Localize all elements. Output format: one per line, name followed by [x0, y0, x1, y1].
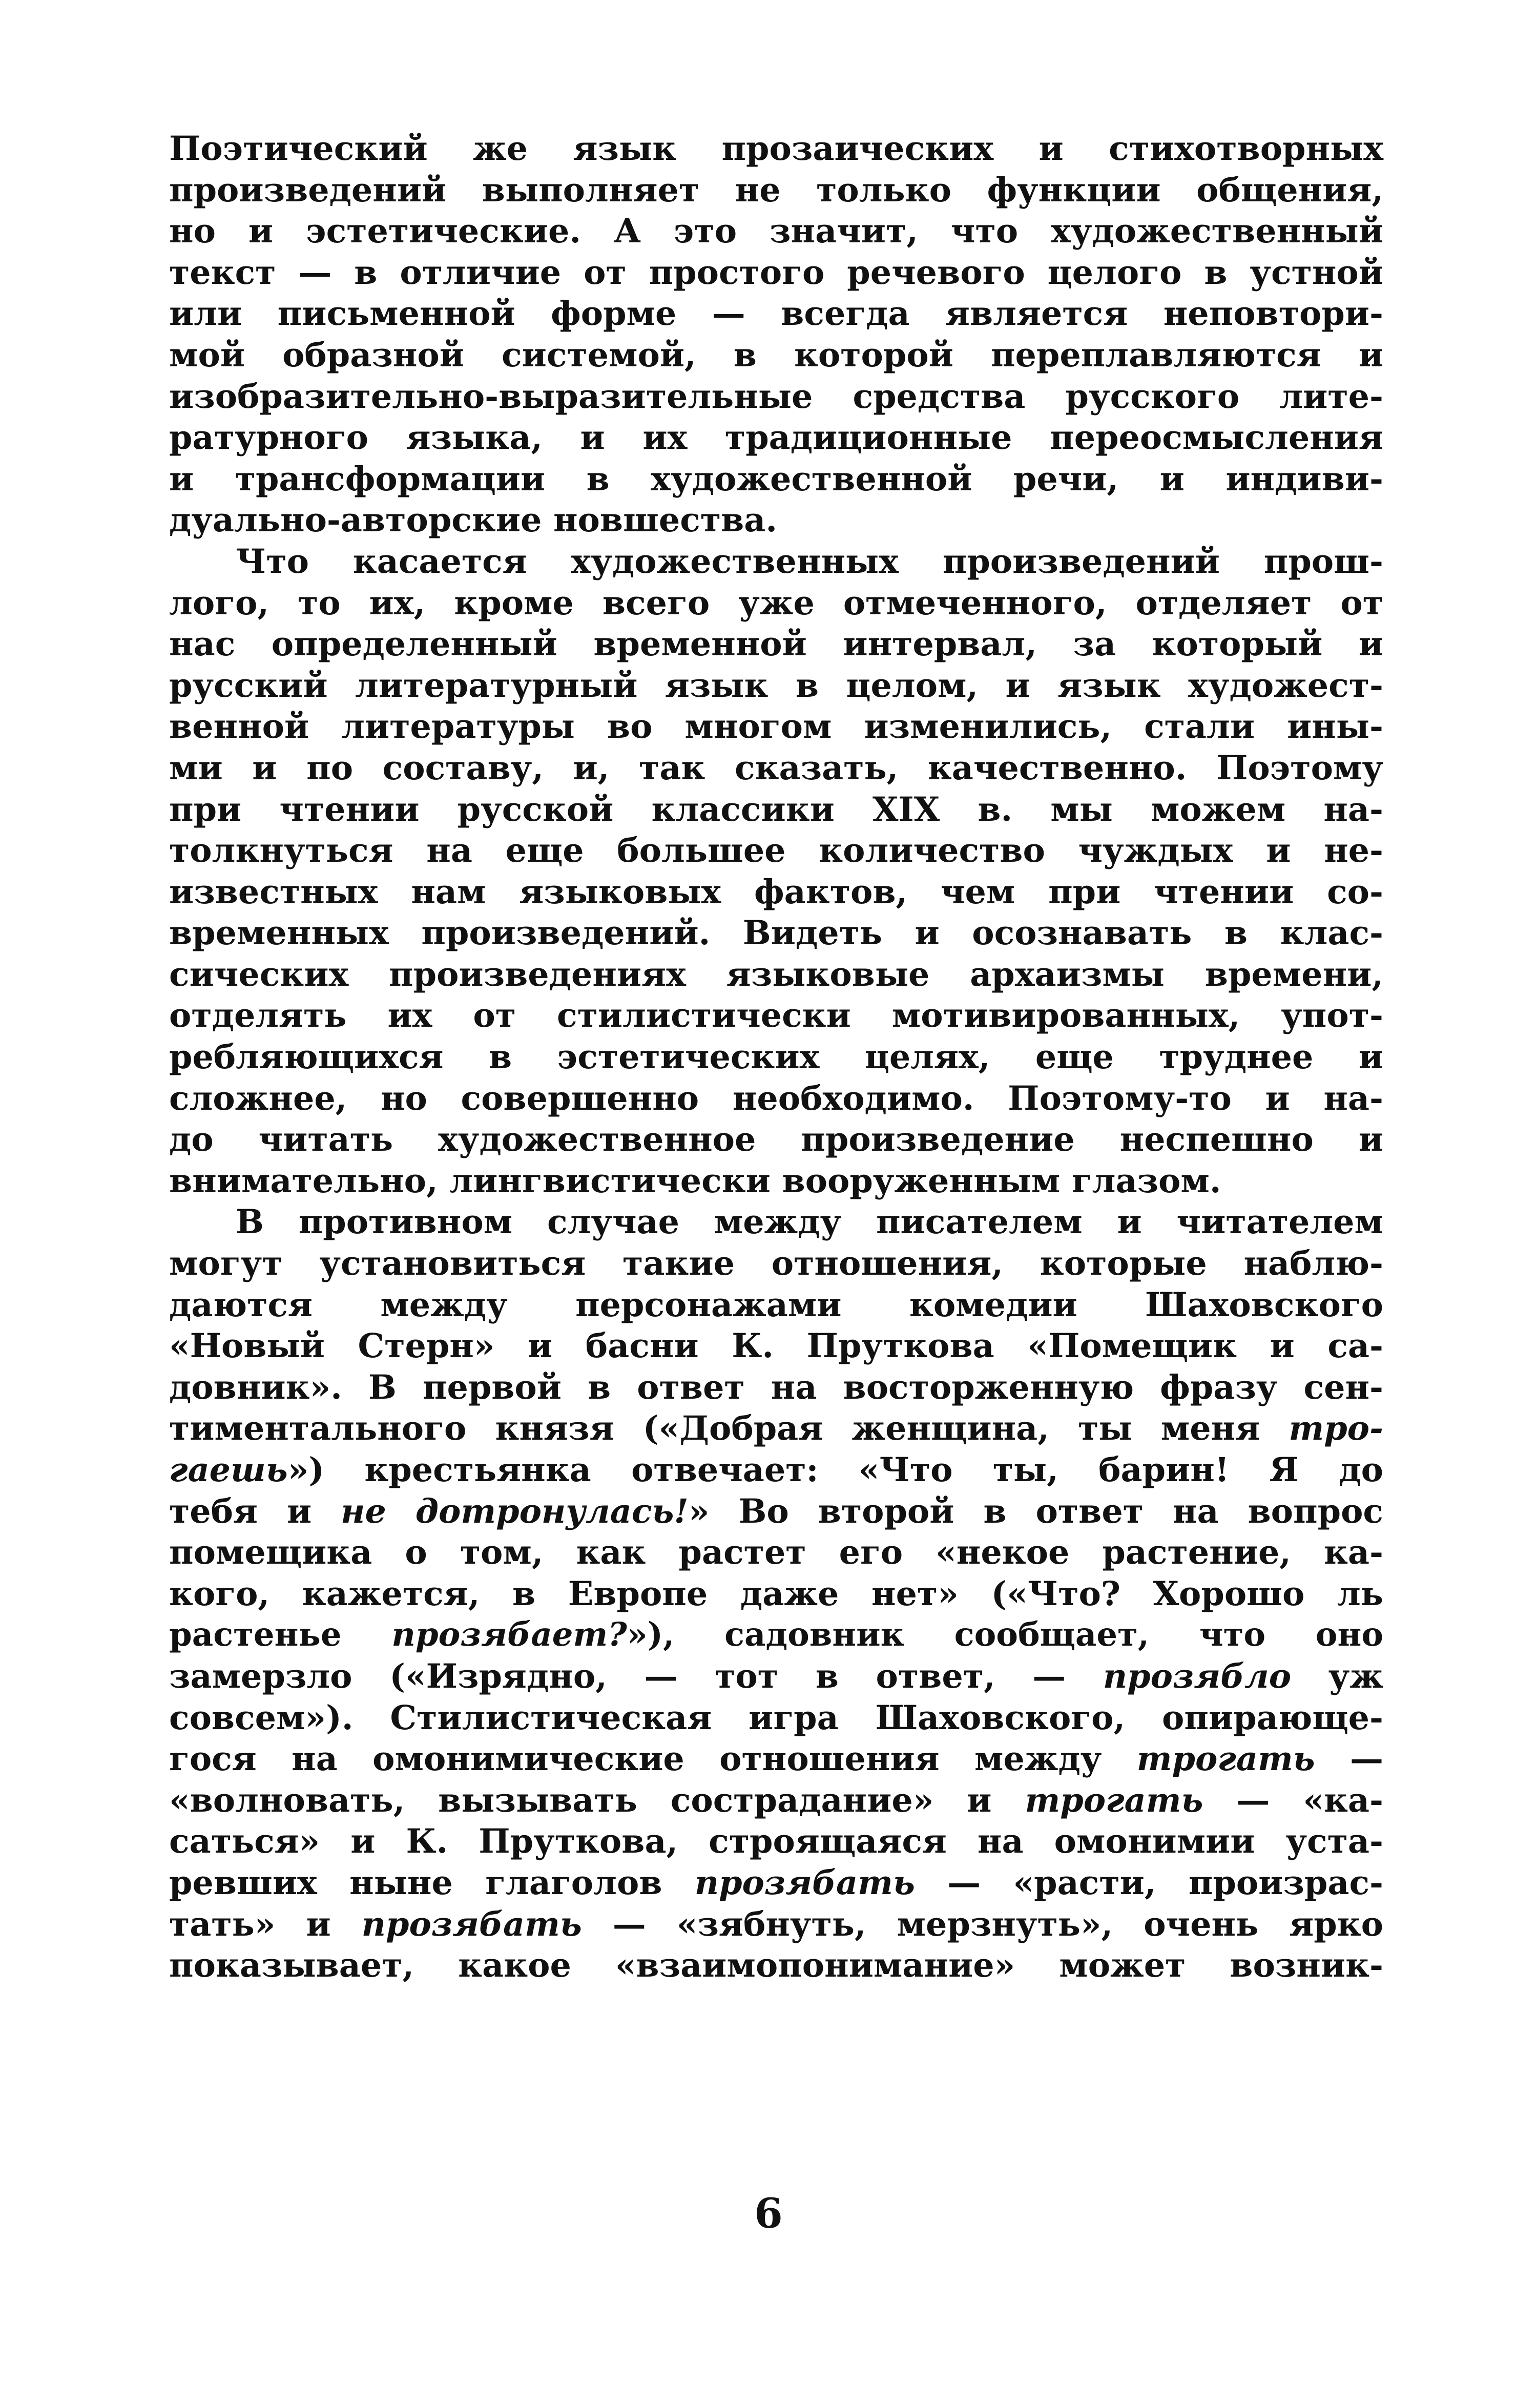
- text-segment: —: [1315, 1739, 1383, 1779]
- text-segment: при чтении русской классики XIX в. мы можем на-: [169, 790, 1383, 829]
- text-line: [169, 706, 1383, 748]
- text-line: [169, 376, 1383, 418]
- text-line: [169, 1367, 1383, 1408]
- text-line: [169, 1119, 1383, 1160]
- text-line: [169, 1325, 1383, 1367]
- text-segment: » Во второй в ответ на вопрос: [688, 1491, 1383, 1531]
- text-segment: внимательно, лингвистически вооруженным глазом.: [169, 1161, 1221, 1200]
- text-line: [169, 912, 1383, 954]
- text-segment: довник». В первой в ответ на восторженную фразу сен-: [169, 1367, 1383, 1407]
- text-segment: толкнуться на еще большее количество чуждых и не-: [169, 831, 1383, 870]
- text-segment: изобразительно-выразительные средства русского лите-: [169, 377, 1383, 416]
- text-line: [169, 1573, 1383, 1615]
- paragraph: [169, 1201, 1383, 1986]
- text-segment: »), садовник сообщает, что оно: [627, 1615, 1383, 1654]
- text-segment: произведений выполняет не только функции общения,: [169, 170, 1383, 210]
- text-segment: даются между персонажами комедии Шаховского: [169, 1285, 1383, 1324]
- text-line: [169, 1614, 1383, 1656]
- italic-text: прозябать: [361, 1904, 582, 1944]
- paragraph: [169, 128, 1383, 541]
- text-segment: совсем»). Стилистическая игра Шаховского, опирающе-: [169, 1698, 1383, 1737]
- text-line: [169, 624, 1383, 665]
- text-line: [169, 583, 1383, 624]
- text-segment: саться» и К. Пруткова, строящаяся на омонимии уста-: [169, 1822, 1383, 1861]
- text-segment: нас определенный временной интервал, за который и: [169, 625, 1383, 664]
- paragraph: [169, 541, 1383, 1202]
- text-segment: Что касается художественных произведений прош-: [236, 542, 1383, 581]
- italic-text: трогать: [1025, 1780, 1203, 1820]
- text-segment: ») крестьянка отвечает: «Что ты, барин! Я до: [287, 1450, 1383, 1489]
- text-segment: показывает, какое «взаимопонимание» может возник-: [169, 1946, 1383, 1985]
- text-segment: В противном случае между писателем и читателем: [236, 1202, 1383, 1242]
- text-line: [169, 1160, 1383, 1202]
- text-segment: до читать художественное произведение неспешно и: [169, 1120, 1383, 1159]
- text-segment: ребляющихся в эстетических целях, еще труднее и: [169, 1037, 1383, 1077]
- text-line: [169, 1697, 1383, 1739]
- text-segment: русский литературный язык в целом, и язык художест-: [169, 666, 1383, 705]
- italic-text: прозябать: [694, 1863, 915, 1902]
- italic-text: трогать: [1136, 1739, 1315, 1779]
- text-segment: и трансформации в художественной речи, и индиви-: [169, 459, 1383, 499]
- text-segment: ми и по составу, и, так сказать, качественно. Поэтому: [169, 748, 1383, 787]
- text-segment: замерзло («Изрядно, — тот в ответ, —: [169, 1656, 1103, 1696]
- text-segment: кого, кажется, в Европе даже нет» («Что? Хорошо ль: [169, 1574, 1383, 1613]
- text-segment: текст — в отличие от простого речевого целого в устной: [169, 253, 1383, 292]
- text-line: [169, 1491, 1383, 1532]
- text-line: [169, 1862, 1383, 1904]
- text-line: [169, 665, 1383, 707]
- text-line: [169, 293, 1383, 335]
- italic-text: тро-: [1289, 1409, 1383, 1448]
- text-segment: Поэтический же язык прозаических и стихотворных: [169, 129, 1383, 168]
- italic-text: гаешь: [169, 1450, 288, 1489]
- text-line: [169, 335, 1383, 376]
- text-line: [169, 1036, 1383, 1078]
- text-segment: венной литературы во многом изменились, стали ины-: [169, 707, 1383, 746]
- text-segment: лого, то их, кроме всего уже отмеченного, отделяет от: [169, 583, 1383, 622]
- text-segment: ревших ныне глаголов: [169, 1863, 695, 1902]
- text-segment: дуально-авторские новшества.: [169, 501, 778, 540]
- text-segment: тиментального князя («Добрая женщина, ты меня: [169, 1409, 1289, 1448]
- text-line: [169, 995, 1383, 1036]
- italic-text: не дотронулась!: [341, 1491, 689, 1531]
- text-line: [169, 1945, 1383, 1986]
- text-line: [169, 211, 1383, 252]
- text-segment: тебя и: [169, 1491, 341, 1531]
- text-line: [169, 1449, 1383, 1491]
- text-line: [169, 1201, 1383, 1243]
- text-segment: могут установиться такие отношения, которые наблю-: [169, 1244, 1383, 1283]
- text-segment: сических произведениях языковые архаизмы времени,: [169, 954, 1383, 994]
- text-segment: сложнее, но совершенно необходимо. Поэтому-то и на-: [169, 1078, 1383, 1118]
- text-segment: гося на омонимические отношения между: [169, 1739, 1137, 1779]
- text-line: [169, 1243, 1383, 1284]
- text-line: [169, 1821, 1383, 1862]
- text-line: [169, 871, 1383, 913]
- text-segment: уж: [1291, 1656, 1383, 1696]
- text-line: [169, 1738, 1383, 1780]
- text-line: [169, 830, 1383, 871]
- page-number: 6: [754, 2189, 783, 2237]
- text-segment: растенье: [169, 1615, 392, 1654]
- text-line: [169, 500, 1383, 541]
- italic-text: прозябает?: [391, 1615, 627, 1654]
- text-line: [169, 748, 1383, 789]
- text-line: [169, 541, 1383, 583]
- text-segment: — «расти, произрас-: [915, 1863, 1383, 1902]
- text-line: [169, 417, 1383, 459]
- text-segment: — «зябнуть, мерзнуть», очень ярко: [581, 1904, 1383, 1944]
- text-line: [169, 1656, 1383, 1697]
- text-segment: «волновать, вызывать сострадание» и: [169, 1780, 1025, 1820]
- text-line: [169, 1078, 1383, 1119]
- text-line: [169, 252, 1383, 294]
- text-line: [169, 789, 1383, 831]
- text-segment: отделять их от стилистически мотивированных, упот-: [169, 996, 1383, 1035]
- text-line: [169, 170, 1383, 211]
- text-segment: известных нам языковых фактов, чем при чтении со-: [169, 872, 1383, 911]
- text-segment: тать» и: [169, 1904, 362, 1944]
- text-segment: — «ка-: [1203, 1780, 1383, 1820]
- text-segment: или письменной форме — всегда является неповтори-: [169, 294, 1383, 334]
- text-segment: временных произведений. Видеть и осознавать в клас-: [169, 914, 1383, 953]
- text-line: [169, 1904, 1383, 1945]
- text-segment: ратурного языка, и их традиционные переосмысления: [169, 418, 1383, 458]
- text-segment: помещика о том, как растет его «некое растение, ка-: [169, 1533, 1383, 1572]
- text-line: [169, 1780, 1383, 1821]
- text-line: [169, 459, 1383, 500]
- text-segment: «Новый Стерн» и басни К. Пруткова «Помещик и са-: [169, 1326, 1383, 1366]
- text-line: [169, 1284, 1383, 1326]
- italic-text: прозябло: [1103, 1656, 1292, 1696]
- text-segment: мой образной системой, в которой переплавляются и: [169, 335, 1383, 375]
- text-line: [169, 954, 1383, 995]
- text-line: [169, 1532, 1383, 1573]
- text-column: [169, 128, 1383, 1986]
- text-line: [169, 128, 1383, 170]
- text-line: [169, 1408, 1383, 1449]
- text-segment: но и эстетические. А это значит, что художественный: [169, 212, 1383, 251]
